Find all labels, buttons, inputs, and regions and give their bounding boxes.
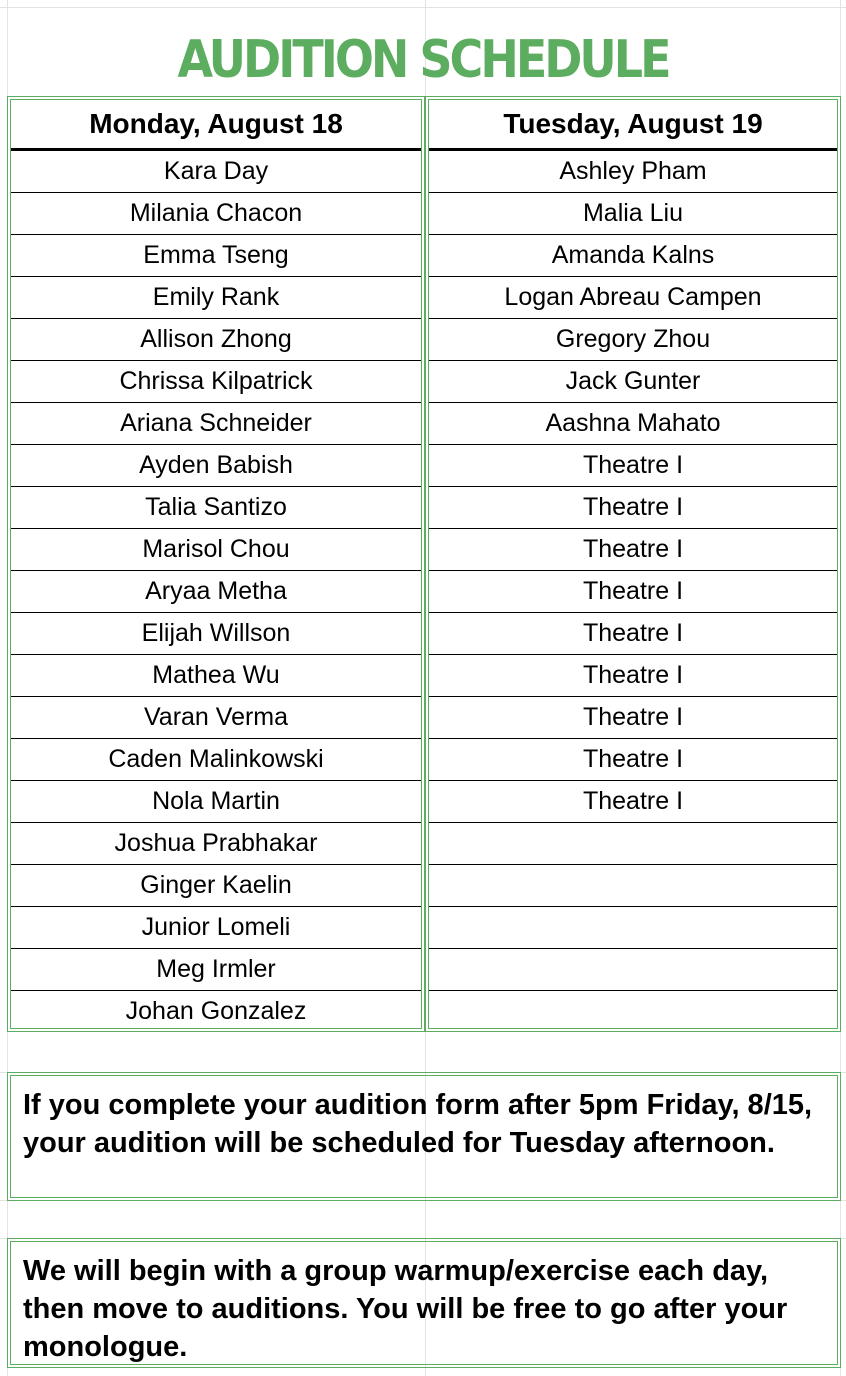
monday-column	[7, 96, 425, 1032]
table-row	[11, 739, 421, 781]
table-row	[429, 991, 837, 1033]
table-row	[11, 445, 421, 487]
table-row	[429, 739, 837, 781]
sheet-gridline	[0, 7, 846, 8]
table-row	[11, 781, 421, 823]
monday-name-cell[interactable]: Aryaa Metha	[11, 571, 421, 613]
monday-table	[11, 100, 421, 1032]
table-row	[11, 613, 421, 655]
table-row	[11, 361, 421, 403]
table-row	[429, 445, 837, 487]
table-row	[429, 150, 837, 193]
monday-name-cell[interactable]: Chrissa Kilpatrick	[11, 361, 421, 403]
tuesday-name-cell[interactable]: Theatre I	[429, 781, 837, 823]
tuesday-name-cell[interactable]	[429, 823, 837, 865]
tuesday-name-cell[interactable]: Jack Gunter	[429, 361, 837, 403]
warmup-note	[7, 1238, 841, 1368]
table-row	[11, 487, 421, 529]
table-row	[11, 150, 421, 193]
table-row	[11, 865, 421, 907]
tuesday-name-cell[interactable]: Theatre I	[429, 529, 837, 571]
tuesday-name-cell[interactable]: Gregory Zhou	[429, 319, 837, 361]
table-row	[429, 613, 837, 655]
tuesday-name-cell[interactable]	[429, 949, 837, 991]
monday-name-cell[interactable]: Varan Verma	[11, 697, 421, 739]
monday-name-cell[interactable]: Emma Tseng	[11, 235, 421, 277]
monday-name-cell[interactable]: Meg Irmler	[11, 949, 421, 991]
table-row	[429, 235, 837, 277]
table-row	[429, 781, 837, 823]
table-row	[429, 697, 837, 739]
tuesday-name-cell[interactable]: Logan Abreau Campen	[429, 277, 837, 319]
monday-name-cell[interactable]: Talia Santizo	[11, 487, 421, 529]
monday-name-cell[interactable]: Milania Chacon	[11, 193, 421, 235]
table-row	[429, 529, 837, 571]
table-row	[429, 571, 837, 613]
table-row	[11, 277, 421, 319]
monday-name-cell[interactable]: Elijah Willson	[11, 613, 421, 655]
table-row	[429, 865, 837, 907]
tuesday-name-cell[interactable]: Theatre I	[429, 487, 837, 529]
table-row	[429, 907, 837, 949]
monday-name-cell[interactable]: Marisol Chou	[11, 529, 421, 571]
table-row	[11, 991, 421, 1033]
tuesday-table	[429, 100, 837, 1032]
monday-name-cell[interactable]: Nola Martin	[11, 781, 421, 823]
table-row	[11, 193, 421, 235]
table-row	[11, 949, 421, 991]
tuesday-name-cell[interactable]	[429, 907, 837, 949]
table-row	[11, 571, 421, 613]
table-row	[11, 907, 421, 949]
tuesday-name-cell[interactable]	[429, 865, 837, 907]
table-row	[11, 403, 421, 445]
tuesday-header[interactable]: Tuesday, August 19	[429, 100, 837, 150]
monday-name-cell[interactable]: Junior Lomeli	[11, 907, 421, 949]
table-row	[429, 487, 837, 529]
tuesday-name-cell[interactable]	[429, 991, 837, 1033]
monday-name-cell[interactable]: Ariana Schneider	[11, 403, 421, 445]
tuesday-name-cell[interactable]: Theatre I	[429, 739, 837, 781]
table-row	[11, 697, 421, 739]
monday-name-cell[interactable]: Ayden Babish	[11, 445, 421, 487]
table-row	[11, 823, 421, 865]
table-row	[11, 655, 421, 697]
tuesday-name-cell[interactable]: Amanda Kalns	[429, 235, 837, 277]
tuesday-name-cell[interactable]: Theatre I	[429, 445, 837, 487]
table-row	[11, 319, 421, 361]
table-row	[429, 403, 837, 445]
table-row	[429, 655, 837, 697]
tuesday-name-cell[interactable]: Malia Liu	[429, 193, 837, 235]
table-row	[11, 529, 421, 571]
tuesday-name-cell[interactable]: Theatre I	[429, 613, 837, 655]
tuesday-name-cell[interactable]: Theatre I	[429, 655, 837, 697]
monday-name-cell[interactable]: Allison Zhong	[11, 319, 421, 361]
monday-name-cell[interactable]: Ginger Kaelin	[11, 865, 421, 907]
tuesday-name-cell[interactable]: Ashley Pham	[429, 150, 837, 193]
tuesday-name-cell[interactable]: Theatre I	[429, 697, 837, 739]
late-form-note	[7, 1072, 841, 1201]
monday-name-cell[interactable]: Emily Rank	[11, 277, 421, 319]
monday-name-cell[interactable]: Johan Gonzalez	[125, 997, 307, 1025]
warmup-note-text[interactable]: We will begin with a group warmup/exercise each day, then move to auditions. You will be free to go after your monologue.	[10, 1241, 838, 1365]
monday-header[interactable]: Monday, August 18	[11, 100, 421, 150]
table-row	[429, 823, 837, 865]
monday-name-cell[interactable]: Kara Day	[11, 150, 421, 193]
monday-name-cell[interactable]: Caden Malinkowski	[11, 739, 421, 781]
table-row	[429, 361, 837, 403]
table-row	[429, 277, 837, 319]
tuesday-name-cell[interactable]: Aashna Mahato	[429, 403, 837, 445]
table-row	[11, 235, 421, 277]
table-row	[429, 949, 837, 991]
tuesday-column	[425, 96, 841, 1032]
tuesday-name-cell[interactable]: Theatre I	[429, 571, 837, 613]
table-row	[429, 193, 837, 235]
page-title: AUDITION SCHEDULE	[177, 28, 669, 90]
monday-name-cell[interactable]: Mathea Wu	[11, 655, 421, 697]
table-row	[429, 319, 837, 361]
late-form-note-text[interactable]: If you complete your audition form after 5pm Friday, 8/15, your audition will be scheduled for Tuesday afternoon.	[10, 1075, 838, 1198]
monday-name-cell[interactable]: Joshua Prabhakar	[11, 823, 421, 865]
